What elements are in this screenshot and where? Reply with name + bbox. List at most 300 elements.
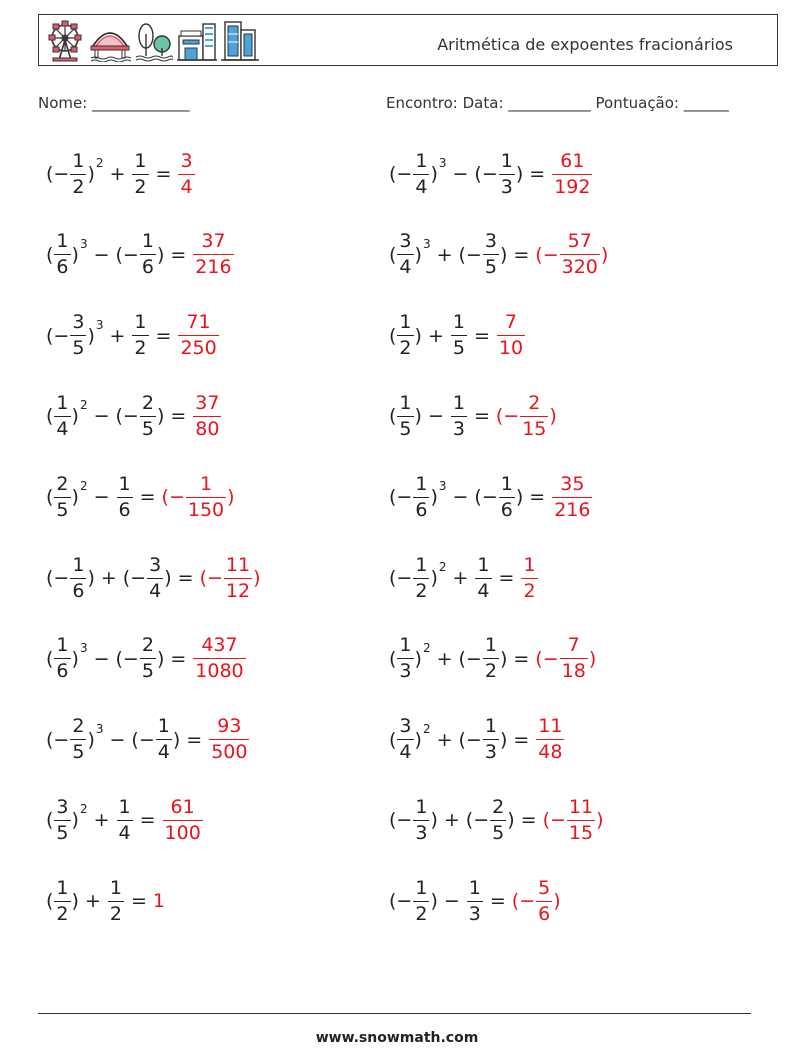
numerator: 1 (56, 876, 69, 899)
paren-close: ) (600, 243, 609, 266)
denominator: 10 (498, 337, 524, 360)
problem-item (46, 632, 247, 686)
numerator: 1 (415, 876, 428, 899)
fraction-a (70, 553, 86, 602)
denominator: 6 (56, 660, 69, 683)
answer (162, 795, 204, 844)
numerator: 2 (492, 795, 505, 818)
denominator: 100 (164, 821, 201, 844)
paren-open: ( (389, 163, 397, 185)
answer (192, 232, 234, 277)
minus-sign: − (122, 243, 139, 266)
numerator: 1 (452, 391, 465, 414)
answer-fraction (224, 553, 252, 602)
problem-item (389, 228, 608, 282)
numerator: 1 (452, 311, 465, 334)
numerator: 7 (504, 311, 518, 334)
operator: + (100, 567, 117, 589)
denominator: 5 (484, 256, 497, 279)
paren-close: ) (596, 809, 604, 832)
denominator: 4 (149, 579, 162, 602)
denominator: 1080 (195, 660, 244, 683)
answer (535, 717, 565, 762)
fraction-b (451, 313, 467, 358)
problem-item (46, 793, 204, 847)
denominator: 2 (399, 337, 412, 360)
numerator: 7 (567, 634, 580, 657)
exponent: 3 (79, 236, 88, 251)
paren-open: ( (46, 486, 54, 509)
minus-sign: − (122, 647, 139, 670)
numerator: 1 (134, 311, 147, 334)
paren-close: ) (430, 567, 438, 589)
denominator: 18 (561, 660, 586, 683)
answer-whole: 1 (152, 890, 165, 913)
numerator: 3 (149, 553, 162, 576)
denominator: 3 (500, 175, 513, 198)
fraction-b (499, 472, 515, 521)
answer (542, 795, 604, 844)
problem-item (46, 713, 250, 767)
numerator: 37 (195, 391, 220, 414)
fraction-b (467, 876, 483, 925)
paren-open: ( (122, 567, 131, 589)
fraction-b (147, 553, 163, 602)
paren-open: ( (46, 647, 54, 670)
fraction-a (413, 795, 429, 844)
minus-sign: − (168, 486, 185, 509)
minus-sign: − (53, 163, 70, 185)
paren-close: ) (414, 728, 422, 751)
minus-sign: − (138, 728, 155, 751)
operator: + (443, 809, 460, 832)
bridge-icon (89, 20, 131, 62)
operator: − (452, 163, 469, 185)
numerator: 1 (415, 149, 428, 172)
paren-open: ( (535, 243, 543, 266)
paren-close: ) (515, 486, 524, 509)
numerator: 1 (399, 311, 412, 334)
denominator: 5 (141, 660, 154, 683)
denominator: 320 (561, 256, 598, 279)
operator: + (109, 324, 126, 347)
denominator: 2 (415, 579, 428, 602)
paren-open: ( (465, 809, 474, 832)
operator: + (436, 647, 453, 670)
answer-fraction (193, 636, 245, 681)
denominator: 5 (72, 337, 85, 360)
minus-sign: − (503, 405, 520, 428)
answer-fraction (193, 232, 233, 277)
numerator: 61 (560, 149, 585, 172)
problem-item (46, 551, 261, 605)
numerator: 1 (72, 553, 85, 576)
paren-close: ) (414, 647, 422, 670)
answer-fraction (193, 391, 221, 440)
equals-sign: = (139, 486, 156, 509)
numerator: 1 (415, 795, 428, 818)
date-score-field: Encontro: Data: ___________ Pontuação: ______ (386, 94, 729, 112)
exponent: 2 (422, 721, 431, 736)
fraction-a (54, 232, 70, 277)
numerator: 1 (141, 230, 154, 253)
equals-sign: = (155, 163, 172, 185)
paren-close: ) (515, 163, 524, 185)
equals-sign: = (529, 163, 546, 185)
numerator: 1 (500, 149, 513, 172)
paren-close: ) (87, 324, 95, 347)
denominator: 2 (109, 902, 122, 925)
equals-sign: = (130, 890, 147, 913)
fraction-b (483, 636, 499, 681)
fraction-a (54, 795, 70, 844)
numerator: 1 (415, 472, 428, 495)
operator: + (436, 243, 453, 266)
answer-fraction (560, 636, 588, 681)
exponent: 2 (422, 640, 431, 655)
minus-sign: − (481, 486, 498, 509)
paren-open: ( (389, 486, 397, 509)
numerator: 1 (56, 230, 69, 253)
paren-close: ) (71, 405, 79, 428)
paren-close: ) (499, 243, 508, 266)
fraction-a (413, 149, 429, 198)
paren-open: ( (115, 405, 123, 428)
worksheet-title: Aritmética de expoentes fracionários (437, 35, 733, 54)
paren-close: ) (553, 890, 561, 913)
problem-item (389, 793, 604, 847)
numerator: 1 (134, 149, 147, 172)
numerator: 1 (399, 391, 412, 414)
denominator: 2 (134, 175, 147, 198)
numerator: 3 (180, 149, 193, 172)
minus-sign: − (465, 243, 482, 266)
paren-open: ( (458, 647, 466, 670)
answer (208, 717, 250, 762)
equals-sign: = (513, 647, 530, 670)
minus-sign: − (542, 647, 559, 670)
equals-sign: = (139, 809, 156, 832)
denominator: 4 (415, 175, 428, 198)
denominator: 216 (195, 256, 232, 279)
answer-fraction (178, 149, 194, 198)
minus-sign: − (396, 890, 413, 913)
fraction-b (483, 717, 499, 762)
numerator: 1 (484, 634, 497, 657)
answer-fraction (567, 795, 595, 844)
answer (177, 149, 195, 198)
paren-open: ( (495, 405, 504, 428)
numerator: 1 (56, 634, 69, 657)
operator: − (427, 405, 444, 428)
fraction-b (490, 795, 506, 844)
fraction-b (132, 149, 148, 198)
paren-open: ( (389, 324, 397, 347)
answer-fraction (178, 313, 218, 358)
numerator: 2 (56, 472, 69, 495)
numerator: 11 (538, 715, 563, 738)
denominator: 150 (187, 498, 225, 521)
numerator: 3 (399, 230, 412, 253)
denominator: 5 (492, 821, 505, 844)
exponent: 3 (95, 721, 104, 736)
answer (192, 391, 222, 440)
paren-close: ) (414, 405, 422, 428)
problem-item (46, 470, 235, 524)
answer-fraction (186, 472, 226, 521)
paren-open: ( (46, 809, 54, 832)
denominator: 5 (452, 337, 465, 360)
numerator: 1 (477, 553, 490, 576)
paren-open: ( (535, 647, 543, 670)
denominator: 2 (72, 175, 85, 198)
answer (495, 391, 557, 440)
numerator: 1 (118, 472, 131, 495)
numerator: 5 (538, 876, 551, 899)
fraction-a (413, 876, 429, 925)
paren-close: ) (87, 567, 95, 589)
paren-close: ) (588, 647, 597, 670)
denominator: 2 (484, 660, 497, 683)
fraction-a (54, 472, 70, 521)
fraction-a (413, 472, 429, 521)
problem-item (389, 713, 565, 767)
ferris-wheel-icon (45, 20, 85, 62)
denominator: 2 (415, 902, 428, 925)
answer (520, 553, 538, 602)
minus-sign: − (465, 647, 482, 670)
paren-close: ) (549, 405, 557, 428)
numerator: 1 (56, 391, 69, 414)
paren-open: ( (458, 728, 466, 751)
fraction-b (499, 149, 515, 198)
denominator: 5 (56, 498, 69, 521)
paren-open: ( (474, 163, 482, 185)
minus-sign: − (122, 405, 139, 428)
answer (192, 636, 246, 681)
equals-sign: = (473, 324, 490, 347)
denominator: 6 (500, 498, 513, 521)
minus-sign: − (130, 567, 147, 589)
denominator: 500 (211, 741, 248, 764)
fraction-a (397, 636, 413, 681)
equals-sign: = (155, 324, 172, 347)
answer-fraction (163, 795, 203, 844)
operator: + (109, 163, 126, 185)
denominator: 4 (477, 579, 490, 602)
paren-close: ) (507, 809, 515, 832)
minus-sign: − (53, 728, 70, 751)
numerator: 3 (484, 230, 497, 253)
denominator: 5 (56, 821, 69, 844)
numerator: 1 (109, 876, 122, 899)
denominator: 2 (56, 902, 69, 925)
paren-open: ( (46, 405, 54, 428)
denominator: 3 (468, 902, 481, 925)
fraction-b (140, 391, 156, 440)
footer-divider (38, 1013, 751, 1014)
numerator: 1 (523, 553, 536, 576)
answer (535, 636, 596, 681)
answer (496, 313, 526, 358)
exponent: 2 (79, 802, 88, 817)
fraction-b (132, 313, 148, 358)
denominator: 5 (72, 741, 85, 764)
minus-sign: − (206, 567, 223, 589)
fraction-a (413, 553, 429, 602)
numerator: 2 (141, 391, 154, 414)
answer-fraction (536, 876, 552, 925)
equals-sign: = (170, 405, 187, 428)
denominator: 6 (141, 256, 154, 279)
denominator: 15 (522, 417, 547, 440)
fraction-b (451, 391, 467, 440)
problem-item (389, 470, 593, 524)
denominator: 2 (523, 579, 536, 602)
paren-close: ) (87, 728, 95, 751)
denominator: 15 (568, 821, 594, 844)
paren-open: ( (46, 163, 54, 185)
fraction-a (397, 232, 413, 277)
operator: − (93, 486, 110, 509)
denominator: 4 (180, 175, 193, 198)
numerator: 437 (201, 634, 238, 657)
paren-close: ) (414, 324, 422, 347)
fraction-a (54, 391, 70, 440)
paren-close: ) (172, 728, 181, 751)
paren-open: ( (161, 486, 169, 509)
numerator: 2 (72, 715, 85, 738)
answer-fraction (497, 313, 525, 358)
denominator: 4 (399, 256, 412, 279)
denominator: 6 (415, 498, 428, 521)
equals-sign: = (170, 243, 187, 266)
paren-close: ) (499, 728, 508, 751)
paren-open: ( (46, 567, 54, 589)
paren-close: ) (156, 405, 165, 428)
answer (511, 876, 561, 925)
operator: − (109, 728, 126, 751)
name-field: Nome: _____________ (38, 94, 190, 112)
paren-open: ( (46, 243, 54, 266)
fraction-a (70, 149, 86, 198)
paren-close: ) (87, 163, 95, 185)
problem-item (46, 389, 222, 443)
equals-sign: = (513, 243, 530, 266)
equals-sign: = (498, 567, 515, 589)
paren-open: ( (389, 405, 397, 428)
denominator: 6 (118, 498, 131, 521)
minus-sign: − (396, 809, 413, 832)
minus-sign: − (549, 809, 566, 832)
numerator: 3 (399, 715, 412, 738)
problem-item (46, 309, 220, 363)
building-icon (177, 20, 217, 62)
exponent: 3 (95, 317, 104, 332)
fraction-a (70, 313, 86, 358)
fraction-b (140, 636, 156, 681)
fraction-b (108, 876, 124, 925)
numerator: 1 (157, 715, 170, 738)
denominator: 216 (554, 498, 591, 521)
answer (535, 232, 608, 277)
denominator: 2 (134, 337, 147, 360)
numerator: 1 (500, 472, 513, 495)
denominator: 3 (452, 417, 465, 440)
denominator: 48 (538, 741, 563, 764)
paren-close: ) (430, 163, 438, 185)
fraction-b (156, 717, 172, 762)
paren-open: ( (389, 728, 397, 751)
paren-open: ( (511, 890, 520, 913)
fraction-a (397, 313, 413, 358)
equals-sign: = (520, 809, 537, 832)
denominator: 6 (538, 902, 551, 925)
denominator: 4 (118, 821, 131, 844)
paren-open: ( (389, 647, 397, 670)
paren-open: ( (199, 567, 207, 589)
equals-sign: = (513, 728, 530, 751)
problem-item (389, 309, 526, 363)
fraction-a (397, 391, 413, 440)
denominator: 12 (225, 579, 251, 602)
exponent: 3 (79, 640, 88, 655)
header-icons (45, 20, 261, 62)
paren-open: ( (458, 243, 466, 266)
problem-item (389, 389, 557, 443)
fraction-a (70, 717, 86, 762)
minus-sign: − (481, 163, 498, 185)
operator: + (427, 324, 444, 347)
answer-fraction (520, 391, 548, 440)
operator: − (93, 243, 110, 266)
denominator: 192 (554, 175, 591, 198)
equals-sign: = (473, 405, 490, 428)
operator: − (443, 890, 460, 913)
numerator: 1 (484, 715, 497, 738)
skyscraper-icon (221, 20, 261, 62)
numerator: 11 (225, 553, 251, 576)
fraction-a (397, 717, 413, 762)
paren-open: ( (389, 567, 397, 589)
paren-close: ) (414, 243, 422, 266)
minus-sign: − (465, 728, 482, 751)
answer (153, 890, 165, 912)
minus-sign: − (542, 243, 559, 266)
paren-open: ( (389, 890, 397, 913)
numerator: 11 (568, 795, 594, 818)
worksheet-header (38, 14, 778, 66)
numerator: 57 (567, 230, 592, 253)
numerator: 1 (72, 149, 85, 172)
paren-open: ( (46, 890, 54, 913)
fraction-b (483, 232, 499, 277)
operator: − (93, 405, 110, 428)
exponent: 3 (438, 156, 447, 170)
numerator: 1 (118, 795, 131, 818)
problem-item (389, 147, 593, 201)
numerator: 2 (141, 634, 154, 657)
operator: − (93, 647, 110, 670)
paren-close: ) (227, 486, 235, 509)
paren-close: ) (499, 647, 508, 670)
numerator: 2 (528, 391, 541, 414)
denominator: 6 (72, 579, 85, 602)
paren-open: ( (542, 809, 550, 832)
numerator: 1 (415, 553, 428, 576)
numerator: 93 (217, 715, 242, 738)
paren-close: ) (71, 890, 79, 913)
